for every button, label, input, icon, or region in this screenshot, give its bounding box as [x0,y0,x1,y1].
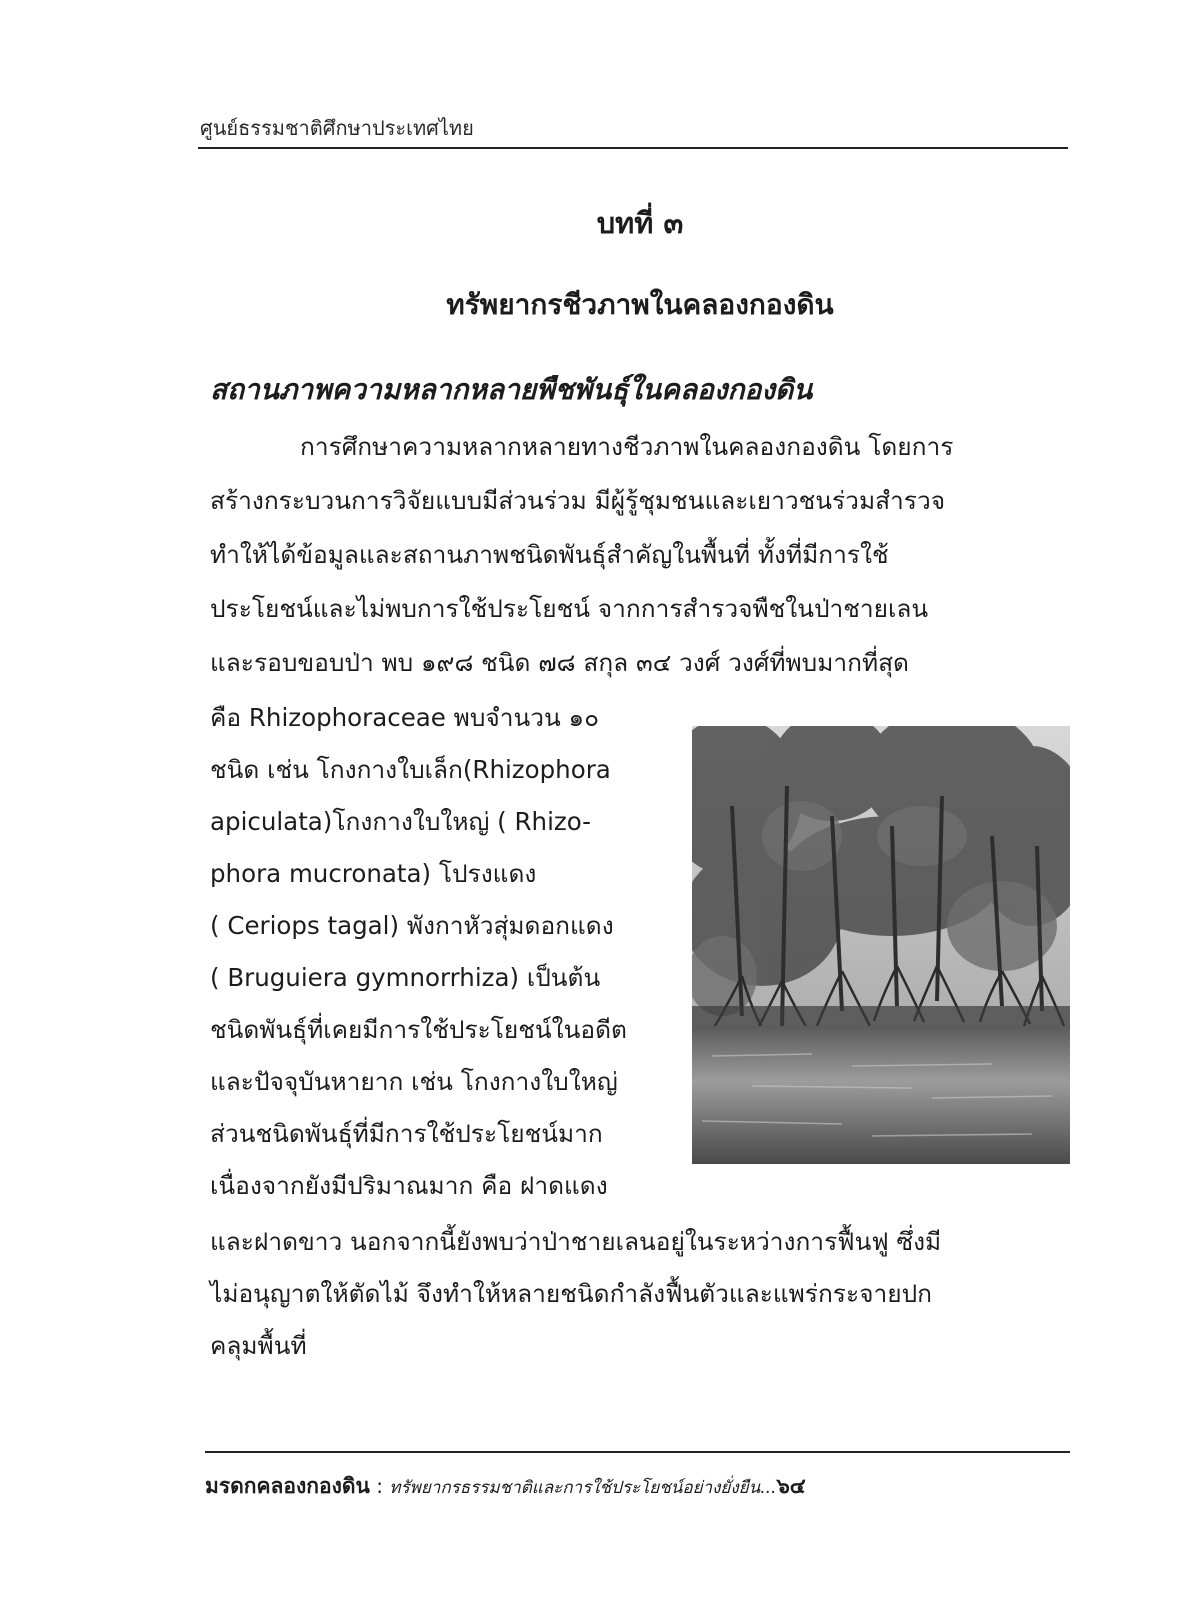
paragraph-line: ( Bruguiera gymnorrhiza) เป็นต้น [210,963,601,992]
paragraph-line: ( Ceriops tagal) พังกาหัวสุ่มดอกแดง [210,911,614,940]
section-heading: สถานภาพความหลากหลายพืชพันธุ์ในคลองกองดิน [210,373,813,406]
footer-rule [205,1451,1070,1453]
paragraph-line: ชนิดพันธุ์ที่เคยมีการใช้ประโยชน์ในอดีต [210,1015,627,1044]
paragraph-line: apiculata)โกงกางใบใหญ่ ( Rhizo- [210,807,592,836]
paragraph-line: ไม่อนุญาตให้ตัดไม้ จึงทำให้หลายชนิดกำลังฟื้นตัวและแพร่กระจายปก [210,1279,932,1308]
paragraph-line: ส่วนชนิดพันธุ์ที่มีการใช้ประโยชน์มาก [210,1119,603,1148]
footer-subtitle: ทรัพยากรธรรมชาติและการใช้ประโยชน์อย่างยั่งยืน... [389,1478,777,1498]
footer-separator: : [369,1474,390,1498]
paragraph-line: ประโยชน์และไม่พบการใช้ประโยชน์ จากการสำรวจพืชในป่าชายเลน [210,594,929,623]
running-header: ศูนย์ธรรมชาติศึกษาประเทศไทย [200,116,474,140]
chapter-title: ทรัพยากรชีวภาพในคลองกองดิน [446,288,834,321]
paragraph-line: และรอบขอบป่า พบ ๑๙๘ ชนิด ๗๘ สกุล ๓๔ วงศ์ วงศ์ที่พบมากที่สุด [210,648,909,677]
paragraph-line: และปัจจุบันหายาก เช่น โกงกางใบใหญ่ [210,1067,618,1096]
paragraph-line: เนื่องจากยังมีปริมาณมาก คือ ฝาดแดง [210,1171,608,1200]
paragraph-line: ทำให้ได้ข้อมูลและสถานภาพชนิดพันธุ์สำคัญในพื้นที่ ทั้งที่มีการใช้ [210,540,889,569]
paragraph-line: คือ Rhizophoraceae พบจำนวน ๑๐ [210,703,600,732]
paragraph-line: phora mucronata) โปรงแดง [210,859,537,888]
page-footer [205,1470,806,1503]
paragraph-line: และฝาดขาว นอกจากนี้ยังพบว่าป่าชายเลนอยู่ในระหว่างการฟื้นฟู ซึ่งมี [210,1227,942,1256]
paragraph-line: สร้างกระบวนการวิจัยแบบมีส่วนร่วม มีผู้รู้ชุมชนและเยาวชนร่วมสำรวจ [210,486,946,515]
paragraph-line: การศึกษาความหลากหลายทางชีวภาพในคลองกองดิน โดยการ [300,432,954,461]
header-rule [198,147,1068,149]
footer-book-title: มรดกคลองกองดิน [205,1474,370,1498]
chapter-number: บทที่ ๓ [596,206,684,240]
mangrove-photo [692,726,1070,1164]
paragraph-line: คลุมพื้นที่ [210,1331,307,1360]
page-number: ๖๔ [776,1474,806,1498]
paragraph-line: ชนิด เช่น โกงกางใบเล็ก(Rhizophora [210,755,611,784]
